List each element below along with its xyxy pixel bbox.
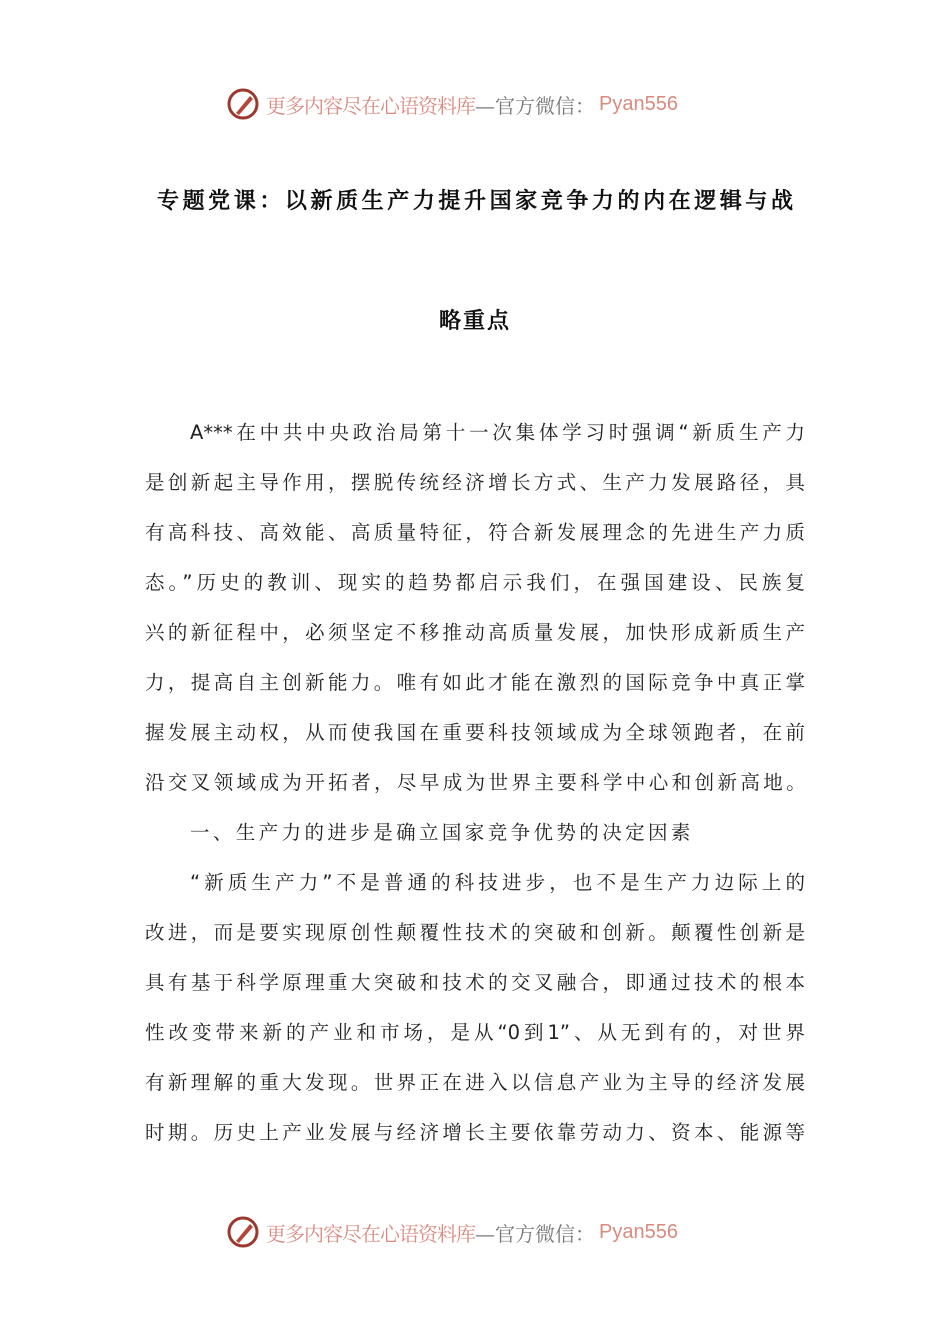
doc-title-line2: 略重点 <box>438 308 511 334</box>
body-text-line: 态。”历史的教训、现实的趋势都启示我们，在强国建设、民族复 <box>145 571 805 594</box>
watermark-brand: 更多内容尽在心语资料库 <box>266 1221 475 1246</box>
body-text-line: A***在中共中央政治局第十一次集体学习时强调“新质生产力 <box>190 421 805 444</box>
body-text-line: 有新理解的重大发现。世界正在进入以信息产业为主导的经济发展 <box>145 1071 805 1094</box>
body-text-line: 是创新起主导作用，摆脱传统经济增长方式、生产力发展路径，具 <box>145 471 805 494</box>
watermark-wechat-id: Pyan556 <box>599 92 678 115</box>
body-text-line: 改进，而是要实现原创性颠覆性技术的突破和创新。颠覆性创新是 <box>145 921 805 944</box>
body-text-line: 力，提高自主创新能力。唯有如此才能在激烈的国际竞争中真正掌 <box>145 671 805 694</box>
body-text-line: 性改变带来新的产业和市场，是从“0到1”、从无到有的，对世界 <box>145 1021 805 1044</box>
watermark-wechat-label: —官方微信： <box>475 93 595 118</box>
pen-logo-icon <box>226 87 260 121</box>
body-text-line: 时期。历史上产业发展与经济增长主要依靠劳动力、资本、能源等 <box>145 1121 805 1144</box>
doc-title-line1: 专题党课：以新质生产力提升国家竞争力的内在逻辑与战 <box>157 188 793 214</box>
body-text-line: “新质生产力”不是普通的科技进步，也不是生产力边际上的 <box>190 871 805 894</box>
watermark-wechat-id: Pyan556 <box>599 1220 678 1243</box>
watermark-brand: 更多内容尽在心语资料库 <box>266 93 475 118</box>
header-watermark <box>226 84 726 124</box>
body-text-line: 握发展主动权，从而使我国在重要科技领域成为全球领跑者，在前 <box>145 721 805 744</box>
body-text-line: 沿交叉领域成为开拓者，尽早成为世界主要科学中心和创新高地。 <box>145 771 810 794</box>
body-text-line: 具有基于科学原理重大突破和技术的交叉融合，即通过技术的根本 <box>145 971 805 994</box>
body-text-line: 有高科技、高效能、高质量特征，符合新发展理念的先进生产力质 <box>145 521 805 544</box>
pen-logo-icon <box>226 1215 260 1249</box>
footer-watermark <box>226 1212 726 1252</box>
watermark-wechat-label: —官方微信： <box>475 1221 595 1246</box>
body-text-line: 兴的新征程中，必须坚定不移推动高质量发展，加快形成新质生产 <box>145 621 805 644</box>
body-text-line: 一、生产力的进步是确立国家竞争优势的决定因素 <box>190 821 694 844</box>
